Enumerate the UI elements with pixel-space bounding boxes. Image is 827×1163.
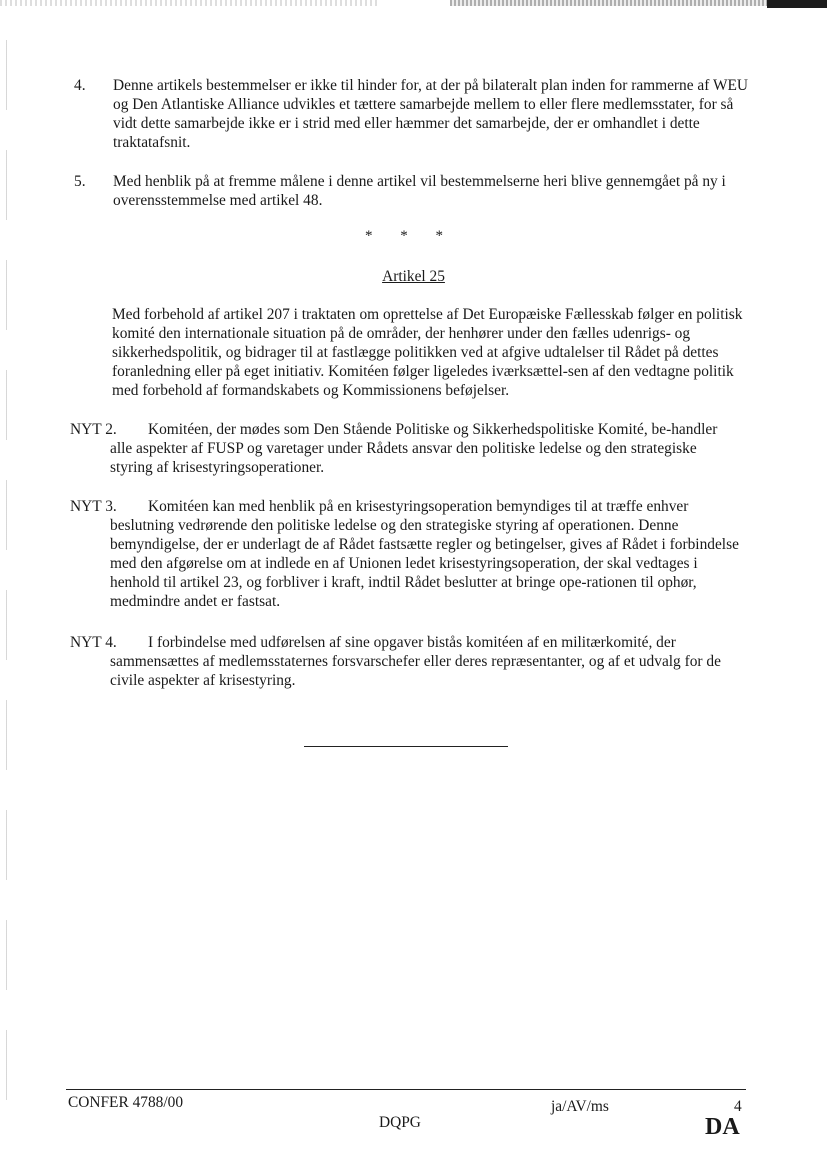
footer-language: DA <box>705 1114 740 1140</box>
footer-rule <box>66 1089 746 1090</box>
new-paragraph-label: NYT 3. <box>70 498 117 515</box>
scan-artifact-left-edge <box>6 40 7 1100</box>
scan-artifact-top <box>0 0 380 6</box>
new-paragraph-label: NYT 2. <box>70 421 117 438</box>
footer-initials: ja/AV/ms <box>551 1098 609 1115</box>
new-paragraph-2 <box>70 420 742 477</box>
new-paragraph-text: Komitéen, der mødes som Den Stående Politiske og Sikkerhedspolitiske Komité, be-handler alle aspekter af FUSP og varetager under Rådets ansvar den politiske ledelse og den strategiske styring af krisestyringsoperationer. <box>110 421 718 476</box>
end-of-text-rule <box>304 746 508 747</box>
footer-reference: CONFER 4788/00 <box>68 1094 184 1111</box>
scan-artifact-top-right <box>450 0 780 6</box>
article-paragraph: Med forbehold af artikel 207 i traktaten om oprettelse af Det Europæiske Fællesskab følger en politisk komité den internationale situation på de områder, der henhører under den fælles udenrigs- og sikkerhedspolitik, og bidrager til at fastlægge politikken ved at afgive udtalelser til Rådet på dettes foranledning eller på eget initiativ. Komitéen følger ligeledes iværksættel-sen af den vedtagne politik med forbehold af formandskabets og Kommissionens beføjelser. <box>112 306 743 399</box>
new-paragraph-text: I forbindelse med udførelsen af sine opgaver bistås komitéen af en militærkomité, der sammensættes af medlemsstaternes forsvarschefer eller deres repræsentanter, og af et udvalg for de civile aspekter af krisestyring. <box>110 634 721 689</box>
scan-artifact-corner <box>767 0 827 8</box>
article-heading: Artikel 25 <box>382 268 445 285</box>
new-paragraph-text: Komitéen kan med henblik på en krisestyringsoperation bemyndiges til at træffe enhver beslutning vedrørende den politiske ledelse og den strategiske styring af operationen. Denne bemyndigelse, der er underlagt de af Rådet fastsætte regler og betingelser, gives af Rådet i forbindelse med den afgørelse om at indlede en af Unionen ledet krisestyringsoperation, der skal vedtages i henhold til artikel 23, og forbliver i kraft, indtil Rådet beslutter at bringe ope-rationen til ophør, medmindre andet er fastsat. <box>110 498 739 610</box>
section-separator: * * * <box>365 228 443 244</box>
item-number: 4. <box>74 77 86 94</box>
footer-unit: DQPG <box>379 1114 421 1131</box>
item-number: 5. <box>74 173 86 190</box>
footer-page-number: 4 <box>734 1098 742 1115</box>
new-paragraph-3 <box>70 497 742 611</box>
item-text: Med henblik på at fremme målene i denne artikel vil bestemmelserne heri blive gennemgået på ny i overensstemmelse med artikel 48. <box>113 173 726 209</box>
new-paragraph-label: NYT 4. <box>70 634 117 651</box>
item-text: Denne artikels bestemmelser er ikke til hinder for, at der på bilateralt plan inden for rammerne af WEU og Den Atlantiske Alliance udvikles et tættere samarbejde mellem to eller flere medlemsstater, for så vidt dette samarbejde ikke er i strid med eller hæmmer det samarbejde, der er omhandlet i dette traktatafsnit. <box>113 77 748 151</box>
new-paragraph-4 <box>70 633 742 690</box>
